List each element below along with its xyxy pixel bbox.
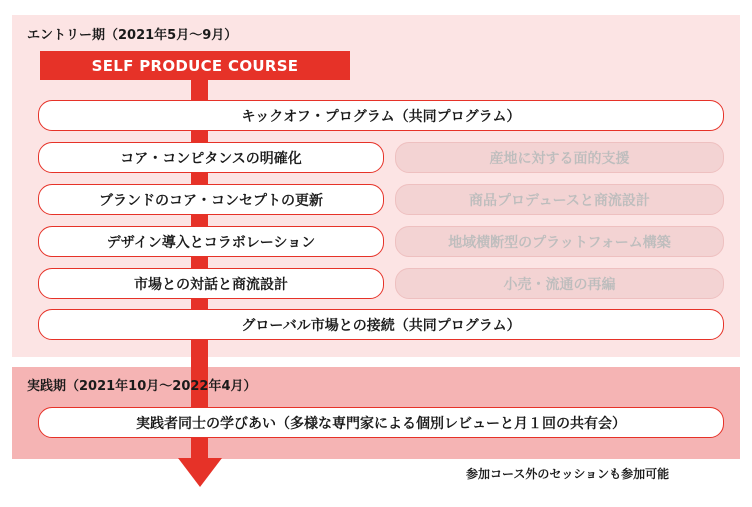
footnote: 参加コース外のセッションも参加可能	[466, 467, 670, 481]
left-item-3: デザイン導入とコラボレーション	[38, 226, 384, 257]
right-item-4: 小売・流通の再編	[395, 268, 724, 299]
right-item-2: 商品プロデュースと商流設計	[395, 184, 724, 215]
entry-period-label: エントリー期（2021年5月〜9月）	[27, 28, 238, 43]
kickoff-program-box: キックオフ・プログラム（共同プログラム）	[38, 100, 724, 131]
global-market-box: グローバル市場との接続（共同プログラム）	[38, 309, 724, 340]
left-item-1: コア・コンピタンスの明確化	[38, 142, 384, 173]
right-item-1: 産地に対する面的支援	[395, 142, 724, 173]
flow-arrow-head-icon	[178, 458, 222, 487]
course-banner: SELF PRODUCE COURSE	[40, 51, 350, 80]
left-item-4: 市場との対話と商流設計	[38, 268, 384, 299]
practice-period-label: 実践期（2021年10月〜2022年4月）	[27, 379, 257, 394]
left-item-2: ブランドのコア・コンセプトの更新	[38, 184, 384, 215]
peer-learning-box: 実践者同士の学びあい（多様な専門家による個別レビューと月１回の共有会）	[38, 407, 724, 438]
right-item-3: 地域横断型のプラットフォーム構築	[395, 226, 724, 257]
